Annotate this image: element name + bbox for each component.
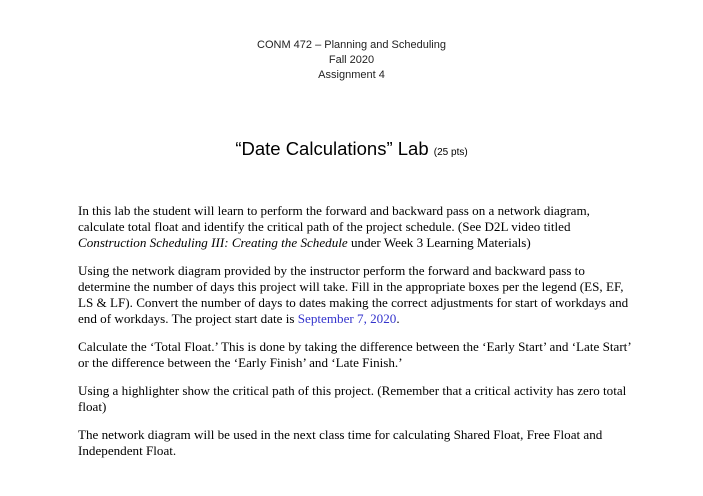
paragraph-intro-text: In this lab the student will learn to perform the forward and backward pass on a network diagram, calculate total float and identify the critical path of the project schedule. (See D2L video titled [78,203,590,234]
paragraph-next-class: The network diagram will be used in the next class time for calculating Shared Float, Free Float and Independent Float. [78,427,603,458]
course-name: CONM 472 – Planning and Scheduling [257,39,446,51]
paragraph-total-float: Calculate the ‘Total Float.’ This is done by taking the difference between the ‘Early Start’ and ‘Late Start’ or the difference between the ‘Early Finish’ and ‘Late Finish.’ [78,339,631,370]
paragraph-critical-path: Using a highlighter show the critical path of this project. (Remember that a critical activity has zero total float) [78,383,627,414]
paragraph-intro [78,203,638,251]
assignment-number: Assignment 4 [318,69,385,81]
project-start-date: September 7, 2020 [297,311,397,326]
lab-points: (25 pts) [433,147,468,158]
paragraph-forward-backward [78,263,638,327]
lab-title-text: “Date Calculations” Lab [235,138,429,159]
document-header [0,38,703,83]
document-body [78,203,638,459]
term: Fall 2020 [328,54,375,66]
paragraph-intro-text-end: under Week 3 Learning Materials) [347,235,531,250]
video-title: Construction Scheduling III: Creating the Schedule [78,235,348,250]
paragraph-forward-backward-end: . [396,311,400,326]
lab-title [0,138,703,160]
paragraph-forward-backward-text: Using the network diagram provided by the instructor perform the forward and backward pass to determine the number of days this project will take. Fill in the appropriate boxes per the legend (ES, EF, LS & LF). Convert the number of days to dates making the correct adjustments for start of workdays and end of workdays. The project start date is [78,263,629,326]
